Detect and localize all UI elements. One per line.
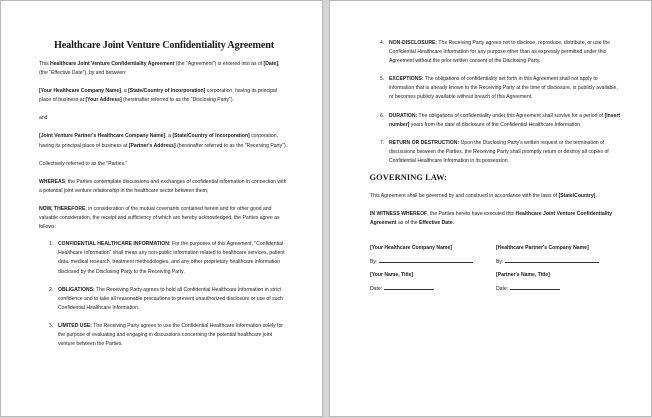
date-label: Date: [496, 285, 509, 292]
partner-address-placeholder: [Partner's Address] [128, 142, 176, 149]
whereas-paragraph [39, 178, 289, 196]
now-therefore-paragraph [39, 205, 289, 232]
state-placeholder: [State/Country of Incorporation] [172, 133, 250, 140]
clause-heading: RETURN OR DESTRUCTION: [389, 139, 460, 146]
clause-item [39, 286, 289, 313]
clause-text: The obligations of confidentiality under this Agreement shall survive for a period of [417, 112, 605, 119]
signature-company: [Healthcare Partner's Company Name] [496, 245, 589, 252]
signature-name-title: [Partner's Name, Title] [496, 272, 550, 279]
clause-heading: CONFIDENTIAL HEALTHCARE INFORMATION: [58, 241, 171, 248]
signature-line[interactable] [505, 257, 599, 263]
clause-number: 1. [49, 241, 54, 248]
clause-heading: NON-DISCLOSURE: [389, 40, 438, 46]
clause-item [39, 322, 289, 349]
document-title: Healthcare Joint Venture Confidentiality Agreement [53, 40, 274, 51]
witness-text: , the Parties hereto have executed this [427, 211, 516, 218]
by-label: By: [370, 259, 378, 266]
state-country-placeholder: [State/Country] [558, 193, 596, 200]
collective-paragraph: Collectively referred to as the "Parties." [39, 160, 128, 167]
intro-text: , (the "Effective Date"), by and between: [39, 61, 280, 77]
clause-list-continued [370, 39, 622, 166]
clause-heading: OBLIGATIONS: [58, 286, 95, 293]
clause-item [39, 240, 289, 276]
witness-text: as of the [396, 220, 419, 227]
disclosing-party-paragraph [39, 87, 289, 105]
intro-text: This [39, 61, 51, 67]
signature-line[interactable] [379, 257, 473, 263]
effective-date-label: Effective Date [418, 220, 453, 227]
signature-company: [Your Healthcare Company Name] [370, 245, 452, 252]
clause-text: The Receiving Party agrees to use the Confidential Healthcare Information solely for the purpose of evaluating and engaging in discussions concerning the potential healthcare joint venture between the Parties. [58, 322, 283, 348]
party-text: , a [165, 133, 173, 140]
by-label: By: [496, 259, 504, 266]
party-text: corporation, having its principal place of business at [39, 88, 277, 104]
clause-text: years from the date of disclosure of the Confidential Healthcare Information. [409, 121, 582, 128]
clause-item [370, 39, 622, 66]
signature-block [370, 244, 622, 298]
party-text: corporation, having its principal place of business at [39, 133, 279, 149]
party-text: (hereinafter referred to as the "Disclosing Party"). [121, 97, 235, 104]
signature-date-field[interactable] [370, 284, 496, 294]
clause-number: 5. [380, 76, 385, 83]
clause-text: For the purposes of this Agreement, "Confidential Healthcare Information" shall mean any non-public information related to healthcare services, patient data, medical research, treatment methodologies, and any other proprietary healthcare information disclosed by the Disclosing Party to the Receiving Party. [58, 241, 285, 275]
date-label: Date: [370, 285, 383, 292]
date-line[interactable] [384, 284, 434, 290]
clause-text: Upon the Disclosing Party's written request or the termination of discussions between the Parties, the Receiving Party shall promptly return or destroy all copies of Confidential Healthcare Information in its possession. [389, 139, 609, 164]
clause-heading: DURATION: [389, 112, 418, 119]
clause-number: 2. [49, 286, 54, 293]
intro-text: (the "Agreement") is entered into as of [174, 61, 264, 67]
signature-column-receiving [496, 244, 622, 298]
signature-name-title: [Your Name, Title] [370, 272, 414, 279]
witness-paragraph [370, 210, 622, 228]
and-text: and [39, 115, 48, 122]
page-1-content [39, 39, 289, 358]
party-text: (hereinafter referred to as the "Receiving Party"). [175, 142, 288, 149]
governing-law-paragraph [370, 192, 622, 201]
witness-text: . [452, 220, 455, 227]
governing-law-text: This Agreement shall be governed by and construed in accordance with the laws of [370, 193, 559, 200]
clause-text: The obligations of confidentiality set forth in this Agreement shall not apply to information that is already known to the Receiving Party at the time of disclosure, is publicly available, or becomes publicly available without breach of this Agreement. [389, 76, 618, 101]
agreement-name: Healthcare Joint Venture Confidentiality Agreement [50, 61, 175, 67]
page-2 [329, 0, 652, 417]
receiving-party-paragraph [39, 132, 289, 150]
clause-text: The Receiving Party agrees to hold all Confidential Healthcare Information in strict confidence and to take all reasonable precautions to prevent unauthorized disclosure or use of such Confidential Healthcare Information. [58, 286, 283, 311]
clause-number: 3. [49, 322, 54, 329]
state-placeholder: [State/Country of Incorporation] [128, 88, 206, 95]
whereas-text: , the Parties contemplate discussions and exchanges of confidential information in connection with a potential joint venture relationship in the healthcare sector between them; [39, 178, 287, 194]
agreement-name: Healthcare Joint Venture Confidentiality Agreement [370, 211, 613, 227]
whereas-label: WHEREAS [39, 178, 66, 185]
signature-by-field[interactable] [496, 257, 622, 267]
clause-item [370, 139, 622, 166]
clause-heading: LIMITED USE: [58, 322, 92, 329]
clause-number: 6. [380, 112, 385, 119]
signature-date-field[interactable] [496, 284, 622, 294]
number-placeholder: [Insert number] [389, 112, 621, 128]
clause-list [39, 240, 289, 349]
now-therefore-label: NOW, THEREFORE [39, 205, 86, 212]
clause-heading: EXCEPTIONS: [389, 76, 424, 83]
clause-text: The Receiving Party agrees not to disclose, reproduce, distribute, or use the Confidential Healthcare Information for any purpose other than as expressly permitted under this Agreement without the prior written consent of the Disclosing Party. [389, 40, 611, 65]
clause-number: 7. [380, 139, 385, 146]
witness-label: IN WITNESS WHEREOF [370, 211, 428, 218]
partner-name-placeholder: [Joint Venture Partner's Healthcare Company Name] [39, 133, 166, 140]
company-name-placeholder: [Your Healthcare Company Name] [39, 88, 121, 95]
governing-law-heading: GOVERNING LAW: [369, 173, 447, 183]
page-2-content [370, 39, 622, 298]
signature-column-disclosing [370, 244, 496, 298]
clause-item [370, 75, 622, 102]
signature-by-field[interactable] [370, 257, 496, 267]
clause-item [370, 112, 622, 130]
date-line[interactable] [510, 284, 560, 290]
intro-paragraph [39, 60, 289, 78]
now-therefore-text: , in consideration of the mutual covenants contained herein and for other good and valuable consideration, the receipt and sufficiency of which are hereby acknowledged, the Parties agree as follows: [39, 205, 280, 231]
clause-number: 4. [380, 40, 385, 46]
party-text: , a [121, 88, 129, 95]
address-placeholder: [Your Address] [85, 97, 122, 104]
governing-law-text: . [595, 193, 597, 200]
date-placeholder: [Date] [263, 61, 278, 67]
page-1 [0, 0, 323, 417]
